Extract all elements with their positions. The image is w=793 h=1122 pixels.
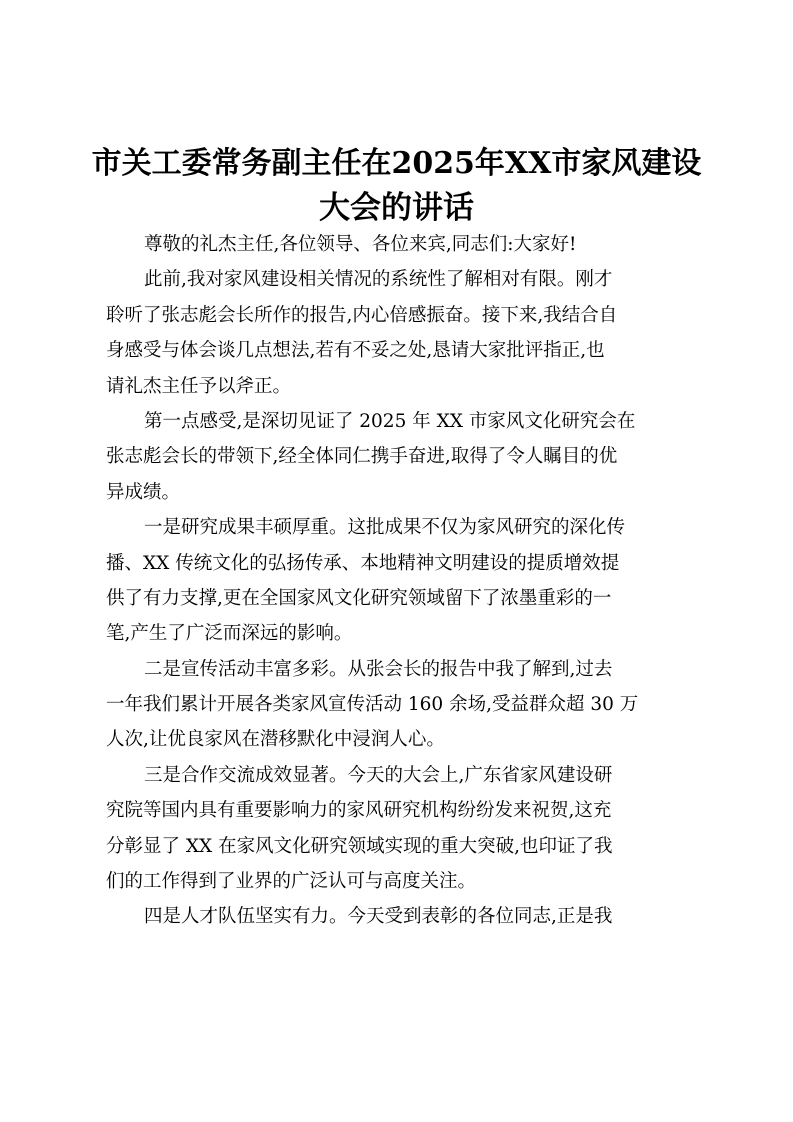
body-line: 此前,我对家风建设相关情况的系统性了解相对有限。刚才 [144, 269, 613, 291]
body-line: 人次,让优良家风在潜移默化中浸润人心。 [106, 729, 445, 751]
body-line: 张志彪会长的带领下,经全体同仁携手奋进,取得了令人瞩目的优 [106, 446, 618, 468]
body-line: 身感受与体会谈几点想法,若有不妥之处,恳请大家批评指正,也 [106, 340, 605, 362]
body-line: 一是研究成果丰硕厚重。这批成果不仅为家风研究的深化传 [144, 517, 626, 539]
body-line: 笔,产生了广泛而深远的影响。 [106, 623, 353, 645]
title-line: 市关工委常务副主任在2025年XX市家风建设 [91, 146, 702, 181]
body-line: 播、XX 传统文化的弘扬传承、本地精神文明建设的提质增效提 [106, 552, 620, 574]
body-line: 异成绩。 [106, 481, 181, 503]
body-line: 究院等国内具有重要影响力的家风研究机构纷纷发来祝贺,这充 [106, 800, 612, 822]
body-line: 四是人才队伍坚实有力。今天受到表彰的各位同志,正是我 [144, 906, 613, 928]
document-body [106, 227, 694, 935]
body-line: 分彰显了 XX 在家风文化研究领域实现的重大突破,也印证了我 [106, 835, 613, 857]
body-line: 一年我们累计开展各类家风宣传活动 160 余场,受益群众超 30 万 [106, 694, 639, 716]
body-line: 三是合作交流成效显著。今天的大会上,广东省家风建设研 [144, 764, 613, 786]
body-line: 聆听了张志彪会长所作的报告,内心倍感振奋。接下来,我结合自 [106, 304, 618, 326]
title-line: 大会的讲话 [319, 190, 474, 226]
body-line: 供了有力支撑,更在全国家风文化研究领域留下了浓墨重彩的一 [106, 587, 612, 609]
body-line: 请礼杰主任予以斧正。 [106, 375, 292, 397]
body-line: 二是宣传活动丰富多彩。从张会长的报告中我了解到,过去 [144, 658, 613, 680]
document-title [90, 142, 703, 230]
body-line: 尊敬的礼杰主任,各位领导、各位来宾,同志们:大家好! [144, 234, 577, 255]
body-line: 第一点感受,是深切见证了 2025 年 XX 市家风文化研究会在 [144, 410, 636, 432]
body-line: 们的工作得到了业界的广泛认可与高度关注。 [106, 871, 477, 893]
